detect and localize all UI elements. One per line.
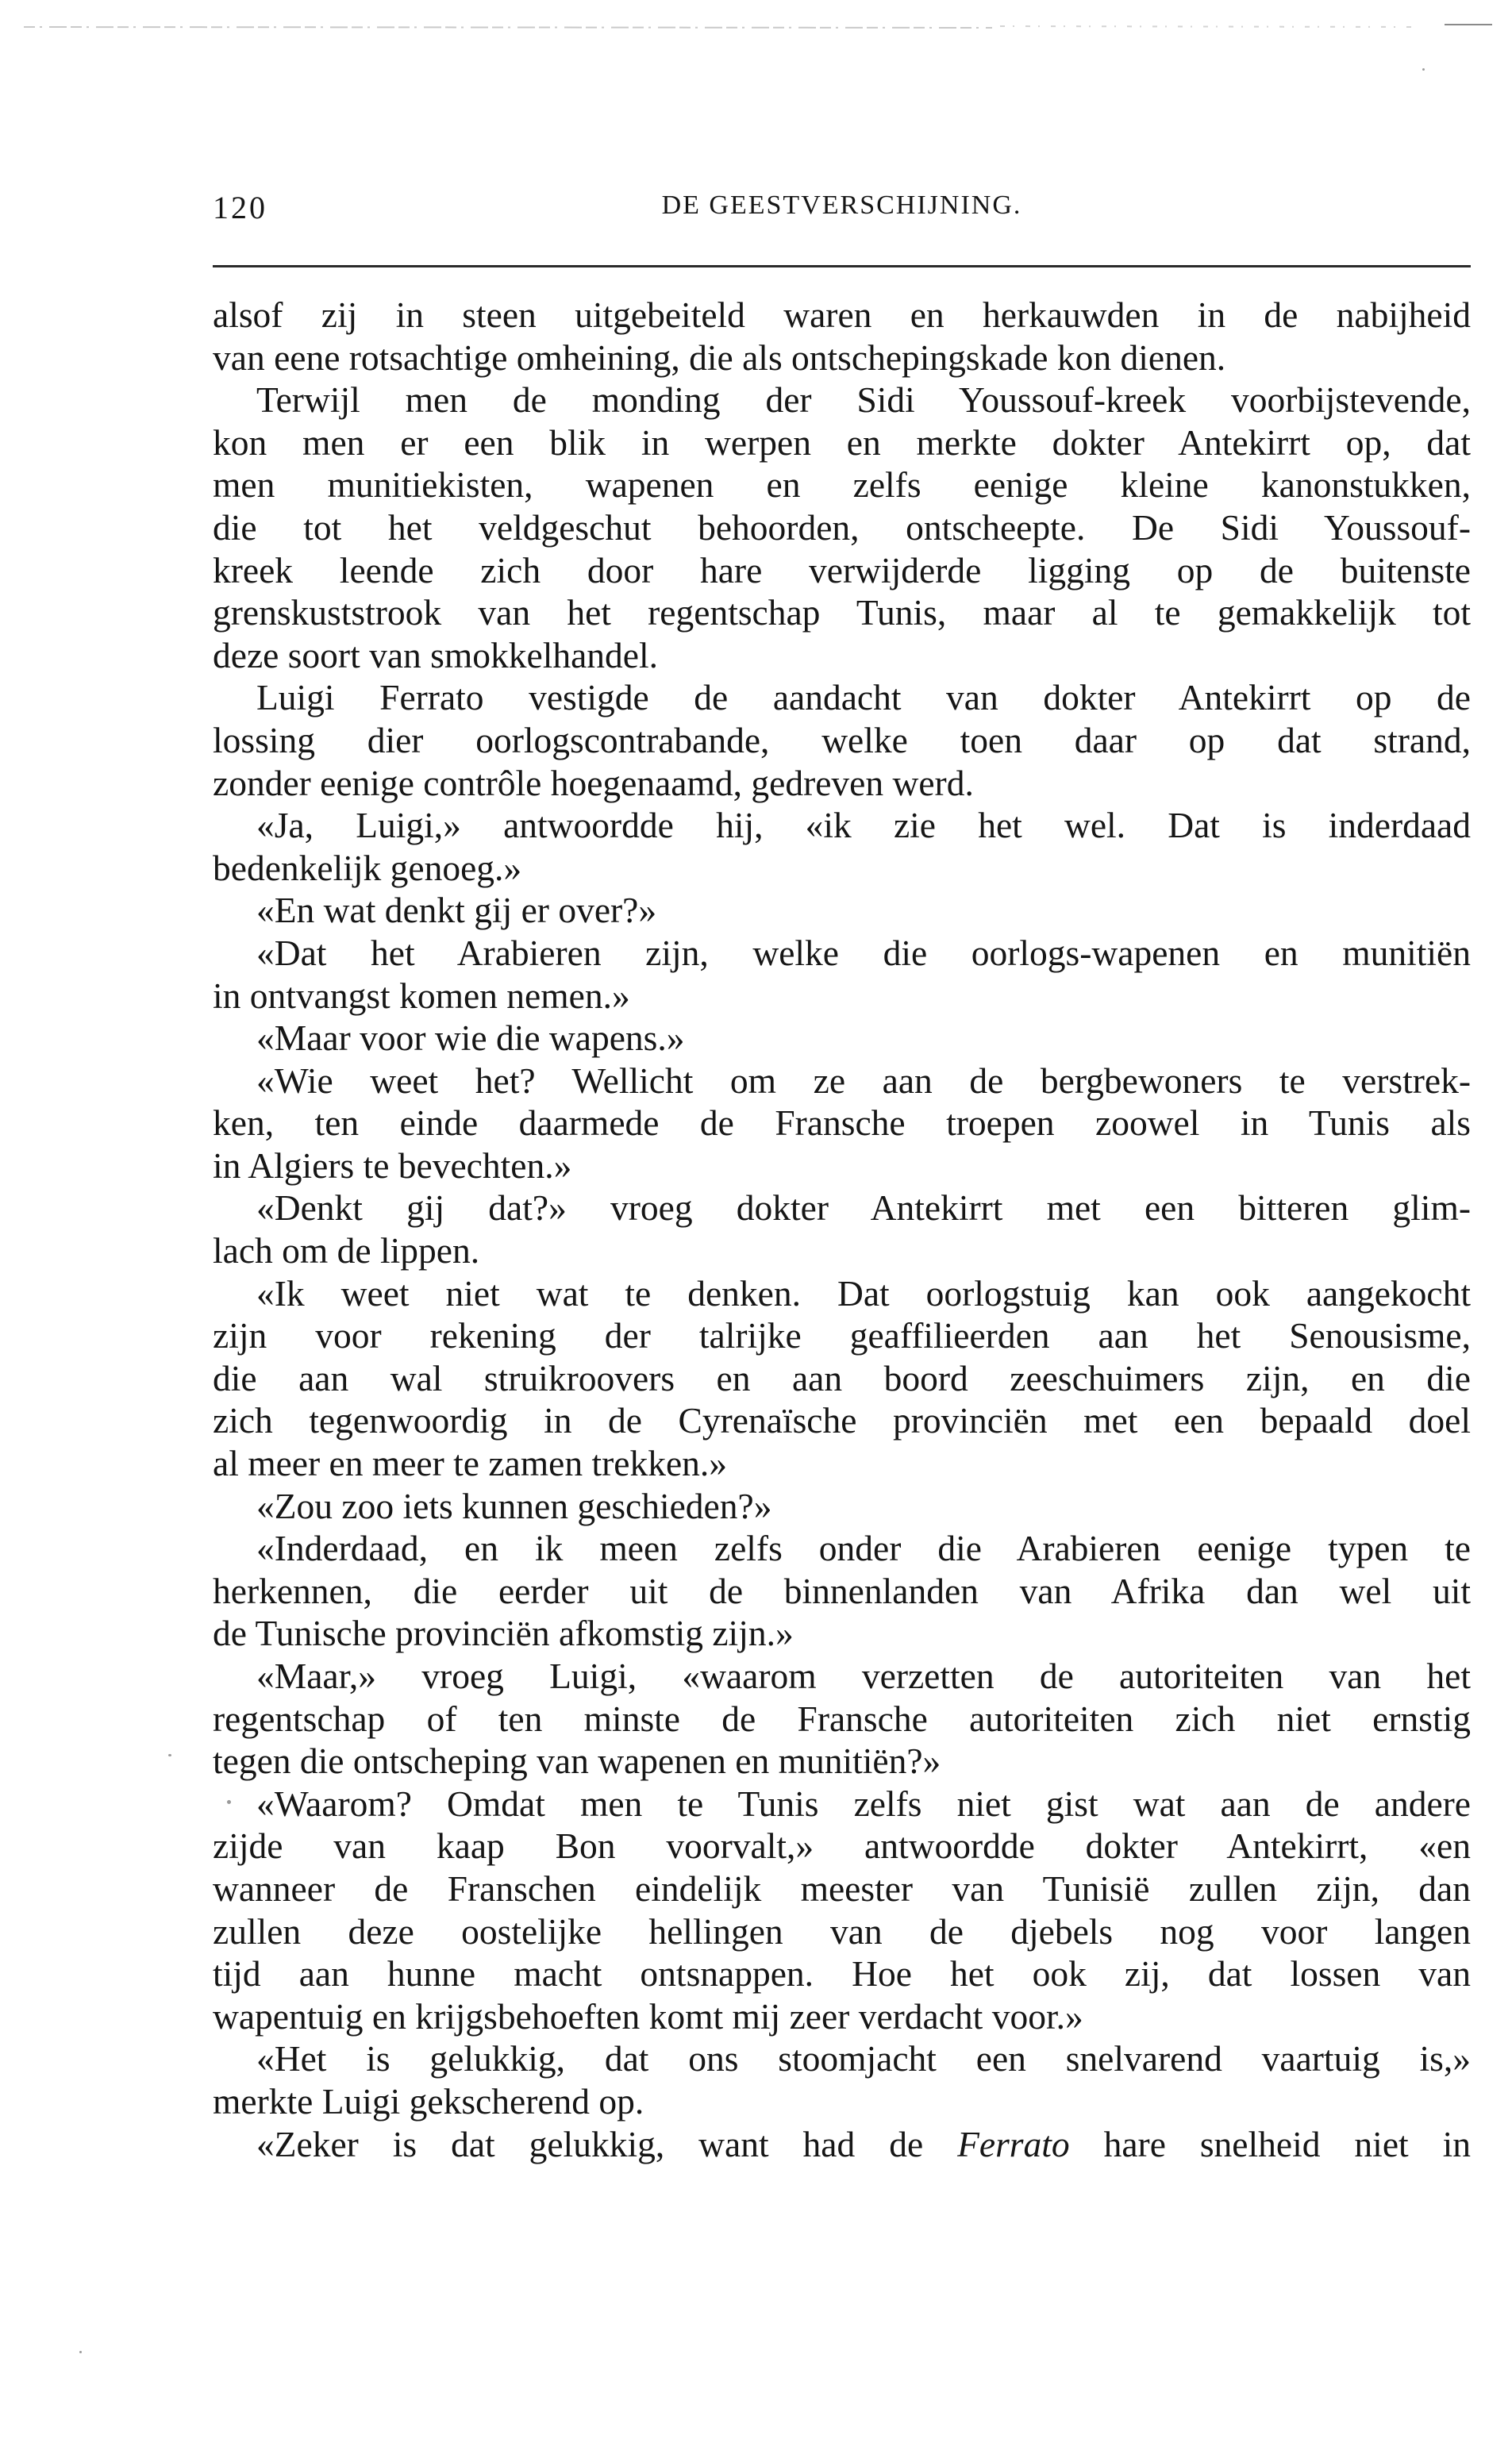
text-line: zijn voor rekening der talrijke geaffilieerden aan het Senousisme,	[213, 1315, 1471, 1356]
text-line: herkennen, die eerder uit de binnenlanden van Afrika dan wel uit	[213, 1570, 1471, 1611]
text-line: regentschap of ten minste de Fransche autoriteiten zich niet ernstig	[213, 1698, 1471, 1739]
text-line: «Wie weet het? Wellicht om ze aan de bergbewoners te verstrek-	[256, 1060, 1471, 1101]
text-line: «Maar,» vroeg Luigi, «waarom verzetten de autoriteiten van het	[256, 1656, 1471, 1696]
text-line: zonder eenige contrôle hoegenaamd, gedreven werd.	[213, 762, 974, 803]
text-line: tegen die ontscheping van wapenen en munitiën?»	[213, 1741, 941, 1782]
text-line: «Zou zoo iets kunnen geschieden?»	[256, 1485, 772, 1526]
ship-name-italic: Ferrato	[957, 2123, 1070, 2164]
text-line: grenskuststrook van het regentschap Tunis, maar al te gemakkelijk tot	[213, 592, 1471, 633]
text-line: «Inderdaad, en ik meen zelfs onder die Arabieren eenige typen te	[256, 1528, 1471, 1569]
text-line: «Maar voor wie die wapens.»	[256, 1017, 685, 1059]
text-line: merkte Luigi gekscherend op.	[213, 2080, 644, 2122]
text-line: in ontvangst komen nemen.»	[213, 975, 630, 1016]
text-line: kreek leende zich door hare verwijderde ligging op de buitenste	[213, 549, 1471, 590]
text-line: zijde van kaap Bon voorvalt,» antwoordde dokter Antekirrt, «en	[213, 1825, 1471, 1867]
text-line-final	[213, 2123, 1471, 2166]
scan-speck	[79, 2351, 82, 2353]
header-rule	[213, 265, 1471, 267]
text-line: lach om de lippen.	[213, 1230, 480, 1271]
text-line: wanneer de Franschen eindelijk meester van Tunisië zullen zijn, dan	[213, 1868, 1471, 1909]
text-line: kon men er een blik in werpen en merkte dokter Antekirrt op, dat	[213, 421, 1471, 463]
text-fragment: hare snelheid niet in	[1069, 2123, 1471, 2164]
text-line: «Ja, Luigi,» antwoordde hij, «ik zie het wel. Dat is inderdaad	[256, 805, 1471, 846]
text-line: die aan wal struikroovers en aan boord zeeschuimers zijn, en die	[213, 1357, 1471, 1398]
text-line: lossing dier oorlogscontrabande, welke toen daar op dat strand,	[213, 719, 1471, 760]
text-line: alsof zij in steen uitgebeiteld waren en herkauwden in de nabijheid	[213, 294, 1471, 335]
text-line: die tot het veldgeschut behoorden, ontscheepte. De Sidi Youssouf-	[213, 506, 1471, 548]
text-line: wapentuig en krijgsbehoeften komt mij zeer verdacht voor.»	[213, 1995, 1083, 2037]
text-line: «Ik weet niet wat te denken. Dat oorlogstuig kan ook aangekocht	[256, 1272, 1471, 1314]
text-line: «Waarom? Omdat men te Tunis zelfs niet gist wat aan de andere	[256, 1783, 1471, 1824]
scan-speck	[1422, 68, 1425, 71]
text-line: zullen deze oostelijke hellingen van de djebels nog voor langen	[213, 1910, 1471, 1952]
text-line: Luigi Ferrato vestigde de aandacht van dokter Antekirrt op de	[256, 677, 1471, 718]
text-line: de Tunische provinciën afkomstig zijn.»	[213, 1613, 794, 1654]
text-line: «Denkt gij dat?» vroeg dokter Antekirrt met een bitteren glim-	[256, 1187, 1471, 1229]
text-line: Terwijl men de monding der Sidi Youssouf-kreek voorbijstevende,	[256, 379, 1471, 421]
page-header	[213, 189, 1471, 237]
text-line: «En wat denkt gij er over?»	[256, 890, 657, 931]
text-line: bedenkelijk genoeg.»	[213, 847, 522, 888]
running-title: DE GEESTVERSCHIJNING.	[661, 190, 1022, 220]
text-line: al meer en meer te zamen trekken.»	[213, 1443, 728, 1484]
text-line: van eene rotsachtige omheining, die als ontschepingskade kon dienen.	[213, 337, 1226, 378]
scan-speck	[168, 1754, 171, 1756]
text-line: «Dat het Arabieren zijn, welke die oorlogs-wapenen en munitiën	[256, 932, 1471, 973]
scan-edge-noise	[0, 17, 1512, 32]
body-text	[213, 294, 1471, 2165]
text-line: tijd aan hunne macht ontsnappen. Hoe het ook zij, dat lossen van	[213, 1953, 1471, 1995]
page-number: 120	[213, 190, 267, 225]
text-line: in Algiers te bevechten.»	[213, 1144, 572, 1186]
text-line: deze soort van smokkelhandel.	[213, 634, 658, 675]
text-line: ken, ten einde daarmede de Fransche troepen zoowel in Tunis als	[213, 1102, 1471, 1144]
text-line: zich tegenwoordig in de Cyrenaïsche provinciën met een bepaald doel	[213, 1400, 1471, 1441]
text-line: «Het is gelukkig, dat ons stoomjacht een snelvarend vaartuig is,»	[256, 2038, 1471, 2079]
text-line: men munitiekisten, wapenen en zelfs eenige kleine kanonstukken,	[213, 464, 1471, 506]
text-fragment: «Zeker is dat gelukkig, want had de	[256, 2123, 958, 2164]
